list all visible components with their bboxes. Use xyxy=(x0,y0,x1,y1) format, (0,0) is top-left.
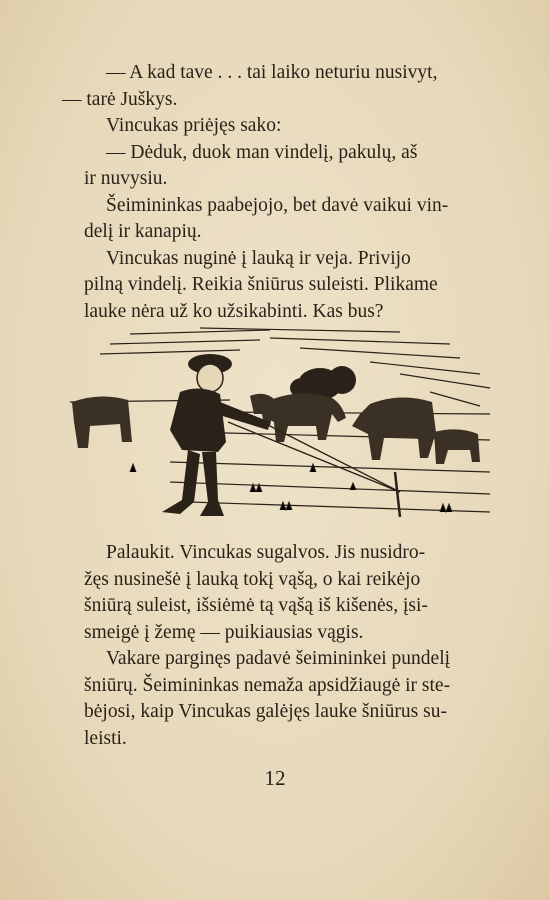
text-line: Vakare parginęs padavė šeimininkei pundelį xyxy=(106,648,451,669)
woodcut-illustration xyxy=(70,322,500,527)
text-line: lauke nėra už ko užsikabinti. Kas bus? xyxy=(84,300,384,322)
text-line: delį ir kanapių. xyxy=(84,221,202,242)
top-text-block xyxy=(62,60,502,325)
text-line: — A kad tave . . . tai laiko neturiu nusivyt, xyxy=(106,62,438,83)
text-line: Palaukit. Vincukas sugalvos. Jis nusidro- xyxy=(106,542,426,563)
text-line: Vincukas priėjęs sako: xyxy=(106,115,282,136)
text-line: smeigė į žemę — puikiausias vągis. xyxy=(84,621,364,643)
text-line: ir nuvysiu. xyxy=(84,168,168,189)
text-line: pilną vindelį. Reikia šniūrus suleisti. Plikame xyxy=(84,274,438,295)
bottom-text-block xyxy=(84,540,502,752)
text-line: — tarė Juškys. xyxy=(62,88,178,110)
page-number: 12 xyxy=(264,766,286,790)
text-line: — Dėduk, duok man vindelį, pakulų, aš xyxy=(106,141,418,163)
text-line: žęs nusinešė į lauką tokį vąšą, o kai reikėjo xyxy=(84,568,421,590)
text-line: leisti. xyxy=(84,727,127,749)
text-line: Šeimininkas paabejojo, bet davė vaikui vin- xyxy=(106,194,449,216)
text-line: šniūrą suleist, išsiėmė tą vąšą iš kišenės, įsi- xyxy=(84,595,428,616)
text-line: šniūrų. Šeimininkas nemaža apsidžiaugė ir ste- xyxy=(84,674,451,696)
text-line: Vincukas nuginė į lauką ir veja. Privijo xyxy=(106,247,411,269)
text-line: bėjosi, kaip Vincukas galėjęs lauke šniūrus su- xyxy=(84,701,447,722)
